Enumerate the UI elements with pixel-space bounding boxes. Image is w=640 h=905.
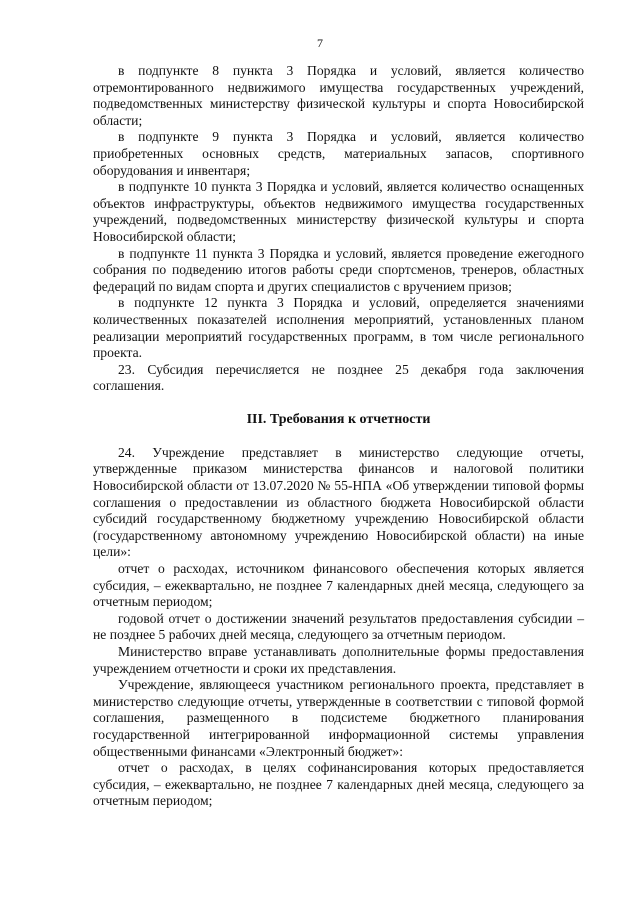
section-heading: III. Требования к отчетности <box>246 411 431 427</box>
paragraph-ministry-rights: Министерство вправе устанавливать дополнительные формы предоставления учреждением отчетности и сроки их представления. <box>93 644 584 676</box>
paragraph-annual-report: годовой отчет о достижении значений результатов предоставления субсидии – не позднее 5 рабочих дней месяца, следующего за отчетным периодом. <box>93 610 584 643</box>
paragraph-item-23: 23. Субсидия перечисляется не позднее 25 декабря года заключения соглашения. <box>93 361 584 394</box>
page-number: 7 <box>317 36 323 50</box>
paragraph-subpoint-11: в подпункте 11 пункта 3 Порядка и условий, является проведение ежегодного собрания по подведению итогов работы среди спортсменов, тренеров, областных федераций по видам спорта и других специалистов с вручением призов; <box>93 245 584 294</box>
paragraph-subpoint-12: в подпункте 12 пункта 3 Порядка и условий, определяется значениями количественных показателей исполнения мероприятий, установленных планом реализации мероприятий государственных программ, в том числе регионального проекта. <box>93 295 584 361</box>
paragraph-regional-project: Учреждение, являющееся участником регионального проекта, представляет в министерство следующие отчеты, утвержденные в соответствии с типовой формой соглашения, размещенного в подсистеме бюджетного планирования государственной интегрированной информационной системы управления общественными финансами «Электронный бюджет»: <box>93 677 584 759</box>
paragraph-item-24: 24. Учреждение представляет в министерство следующие отчеты, утвержденные приказом министерства финансов и налоговой политики Новосибирской области от 13.07.2020 № 55-НПА «Об утверждении типовой формы соглашения о предоставлении из областного бюджета Новосибирской области субсидий государственному бюджетному учреждению Новосибирской области (государственному автономному учреждению Новосибирской области) на иные цели»: <box>93 444 584 560</box>
paragraph-subpoint-10: в подпункте 10 пункта 3 Порядка и условий, является количество оснащенных объектов инфраструктуры, объектов недвижимого имущества государственных учреждений, подведомственных министерству физической культуры и спорта Новосибирской области; <box>93 179 584 244</box>
paragraph-expense-report: отчет о расходах, источником финансового обеспечения которых является субсидия, – ежеквартально, не позднее 7 календарных дней месяца, следующего за отчетным периодом; <box>93 561 584 610</box>
document-body <box>93 63 584 810</box>
paragraph-subpoint-9: в подпункте 9 пункта 3 Порядка и условий, является количество приобретенных основных средств, материальных запасов, спортивного оборудования и инвентаря; <box>93 129 584 178</box>
paragraph-cofinancing-report: отчет о расходах, в целях софинансирования которых предоставляется субсидия, – ежеквартально, не позднее 7 календарных дней месяца, следующего за отчетным периодом; <box>93 760 584 809</box>
paragraph-subpoint-8: в подпункте 8 пункта 3 Порядка и условий, является количество отремонтированного недвижимого имущества государственных учреждений, подведомственных министерству физической культуры и спорта Новосибирской области; <box>93 63 584 128</box>
